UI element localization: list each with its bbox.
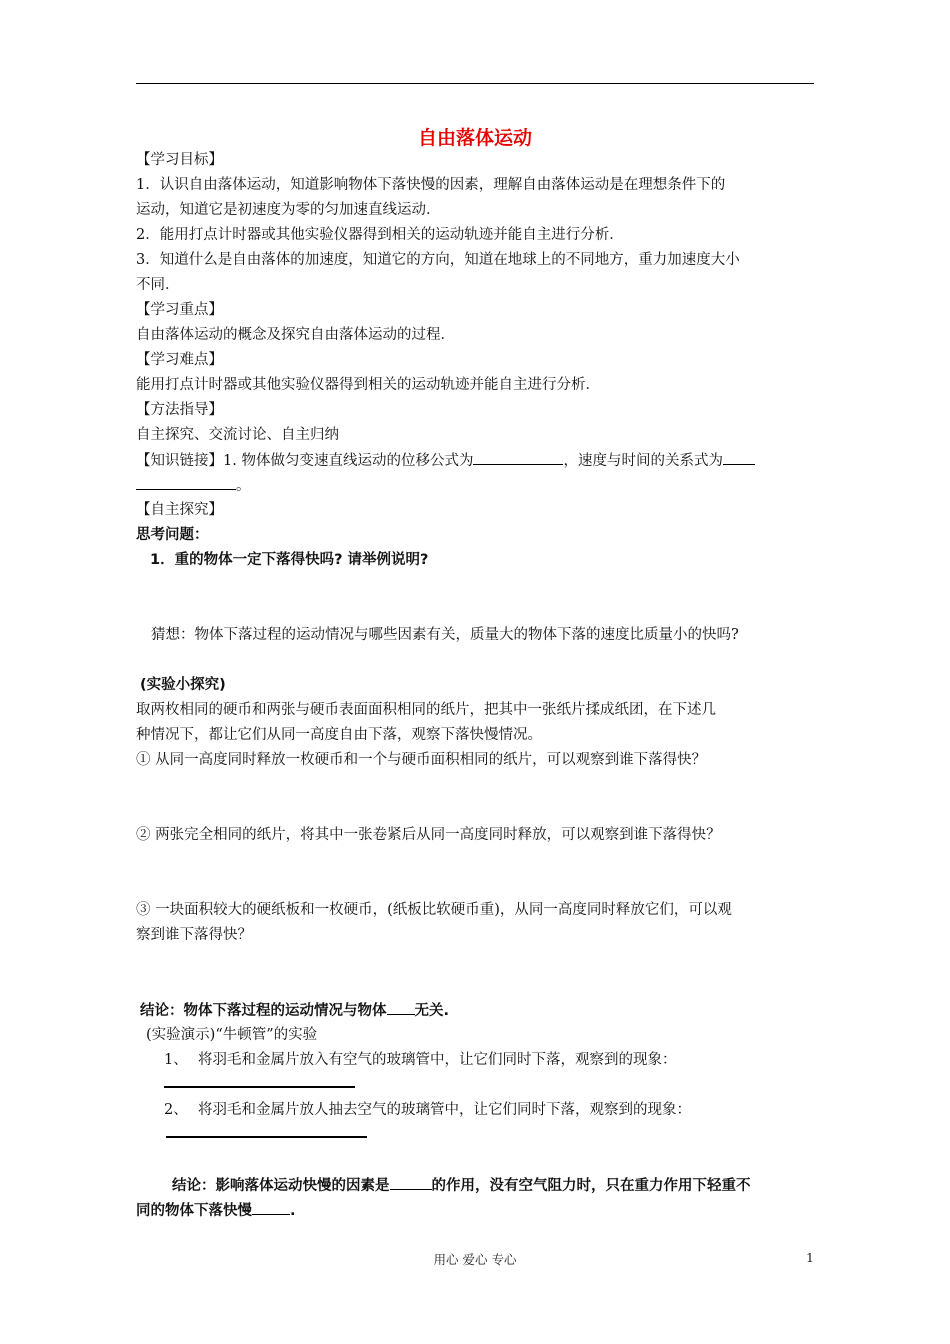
explore-header: 【自主探究】	[136, 502, 223, 518]
conclusion-1-blank	[387, 1000, 415, 1015]
conclusion-2-line-2-suffix: .	[290, 1203, 296, 1219]
question-1: 1．重的物体一定下落得快吗? 请举例说明?	[150, 552, 429, 568]
goal-2: 2．能用打点计时器或其他实验仪器得到相关的运动轨迹并能自主进行分析．	[136, 227, 624, 243]
key-points-text: 自由落体运动的概念及探究自由落体运动的过程．	[136, 327, 455, 343]
experiment-item-3-line-2: 察到谁下落得快？	[136, 927, 252, 943]
conclusion-2-prefix: 结论：影响落体运动快慢的因素是	[172, 1178, 390, 1194]
method-text: 自主探究、交流讨论、自主归纳	[136, 427, 339, 443]
conclusion-2-mid: 的作用，没有空气阻力时，只在重力作用下轻重不	[431, 1178, 751, 1194]
difficulty-header: 【学习难点】	[136, 352, 223, 368]
conclusion-2-blank-2	[252, 1200, 290, 1215]
velocity-formula-blank	[723, 450, 755, 465]
conclusion-2-line-1	[172, 1175, 751, 1196]
conclusion-1-suffix: 无关.	[414, 1003, 450, 1019]
demo-1-text: 将羽毛和金属片放入有空气的玻璃管中，让它们同时下落，观察到的现象：	[198, 1052, 677, 1068]
goals-header: 【学习目标】	[136, 152, 223, 168]
demo-2-number: 2、	[164, 1102, 188, 1118]
experiment-item-3-line-1: ③ 一块面积较大的硬纸板和一枚硬币，(纸板比软硬币重)，从同一高度同时释放它们，可以观	[136, 902, 732, 918]
conclusion-2-line-2	[136, 1200, 296, 1221]
experiment-item-1: ① 从同一高度同时释放一枚硬币和一个与硬币面积相同的纸片，可以观察到谁下落得快？	[136, 752, 707, 768]
goal-1-line-2: 运动，知道它是初速度为零的匀加速直线运动．	[136, 202, 441, 218]
knowledge-link-line-2	[136, 475, 251, 496]
knowledge-link-end: 。	[236, 478, 251, 494]
guess-text: 猜想：物体下落过程的运动情况与哪些因素有关，质量大的物体下落的速度比质量小的快吗?	[151, 627, 739, 643]
key-points-header: 【学习重点】	[136, 302, 223, 318]
think-label: 思考问题：	[136, 527, 209, 543]
goal-3-line-1: 3．知道什么是自由落体的加速度，知道它的方向，知道在地球上的不同地方，重力加速度大小	[136, 252, 740, 268]
experiment-label: (实验小探究)	[140, 677, 226, 693]
footer-slogan: 用心 爱心 专心	[433, 1252, 517, 1267]
page-number: 1	[806, 1250, 814, 1265]
difficulty-text: 能用打点计时器或其他实验仪器得到相关的运动轨迹并能自主进行分析．	[136, 377, 600, 393]
knowledge-link-mid: ，速度与时间的关系式为	[563, 453, 723, 469]
demo-2-answer-line	[166, 1136, 367, 1138]
demo-2-text: 将羽毛和金属片放人抽去空气的玻璃管中，让它们同时下落，观察到的现象：	[198, 1102, 691, 1118]
conclusion-2-blank	[390, 1175, 432, 1190]
demo-1-number: 1、	[164, 1052, 188, 1068]
conclusion-1-prefix: 结论：物体下落过程的运动情况与物体	[140, 1003, 387, 1019]
velocity-formula-blank-cont	[136, 475, 236, 490]
method-header: 【方法指导】	[136, 402, 223, 418]
goal-3-line-2: 不同．	[136, 277, 180, 293]
conclusion-1	[140, 1000, 449, 1021]
experiment-item-2: ② 两张完全相同的纸片，将其中一张卷紧后从同一高度同时释放，可以观察到谁下落得快？	[136, 827, 721, 843]
experiment-line-2: 种情况下，都让它们从同一高度自由下落，观察下落快慢情况。	[136, 727, 542, 743]
knowledge-link	[136, 450, 755, 471]
displacement-formula-blank	[473, 450, 563, 465]
experiment-line-1: 取两枚相同的硬币和两张与硬币表面面积相同的纸片，把其中一张纸片揉成纸团，在下述几	[136, 702, 716, 718]
conclusion-2-line-2-prefix: 同的物体下落快慢	[136, 1203, 252, 1219]
document-title: 自由落体运动	[417, 127, 532, 149]
header-rule	[136, 83, 814, 84]
demo-1-answer-line	[164, 1086, 355, 1088]
demo-label: (实验演示)“牛顿管”的实验	[146, 1027, 318, 1043]
goal-1-line-1: 1．认识自由落体运动，知道影响物体下落快慢的因素，理解自由落体运动是在理想条件下的	[136, 177, 726, 193]
knowledge-link-prefix: 【知识链接】1. 物体做匀变速直线运动的位移公式为	[136, 453, 474, 469]
